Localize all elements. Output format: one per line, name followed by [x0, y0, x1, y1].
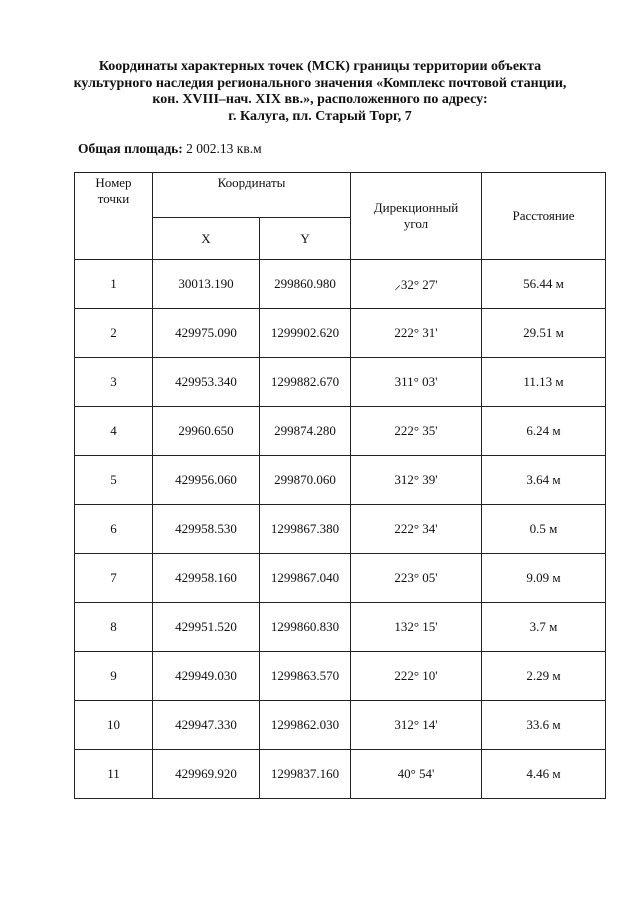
table-row	[75, 358, 606, 407]
table-row	[75, 260, 606, 309]
direction-angle-cell: 312° 14'	[351, 701, 482, 750]
direction-angle-cell: 311° 03'	[351, 358, 482, 407]
coord-y-cell: 1299862.030	[260, 701, 351, 750]
coord-y-cell: 299874.280	[260, 407, 351, 456]
coord-y-cell: 299870.060	[260, 456, 351, 505]
coord-x-cell: 429958.530	[153, 505, 260, 554]
header-distance: Расстояние	[482, 173, 606, 260]
coord-y-cell: 1299902.620	[260, 309, 351, 358]
distance-cell: 29.51 м	[482, 309, 606, 358]
point-number-cell: 5	[75, 456, 153, 505]
distance-cell: 0.5 м	[482, 505, 606, 554]
point-number-cell: 1	[75, 260, 153, 309]
point-number-cell: 3	[75, 358, 153, 407]
point-number-cell: 4	[75, 407, 153, 456]
coord-x-cell: 429975.090	[153, 309, 260, 358]
header-coordinates: Координаты	[153, 173, 351, 218]
coord-x-cell: 29960.650	[153, 407, 260, 456]
coord-y-cell: 1299860.830	[260, 603, 351, 652]
direction-angle-cell: 132° 15'	[351, 603, 482, 652]
coord-x-cell: 429951.520	[153, 603, 260, 652]
distance-cell: 3.7 м	[482, 603, 606, 652]
header-x: X	[153, 218, 260, 260]
total-area-value: 2 002.13 кв.м	[186, 141, 262, 156]
header-direction-angle: Дирекционный угол	[351, 173, 482, 260]
coord-x-cell: 429958.160	[153, 554, 260, 603]
title-line-2: культурного наследия регионального значения «Комплекс почтовой станции,	[73, 75, 567, 91]
distance-cell: 56.44 м	[482, 260, 606, 309]
title-line-4: г. Калуга, пл. Старый Торг, 7	[228, 108, 412, 124]
coord-y-cell: 1299867.040	[260, 554, 351, 603]
coord-x-cell: 429969.920	[153, 750, 260, 799]
point-number-cell: 9	[75, 652, 153, 701]
point-number-cell: 11	[75, 750, 153, 799]
direction-angle-cell: 222° 10'	[351, 652, 482, 701]
direction-angle-cell: 312° 39'	[351, 456, 482, 505]
point-number-cell: 8	[75, 603, 153, 652]
table-header-row	[75, 173, 606, 218]
table-row	[75, 554, 606, 603]
point-number-cell: 6	[75, 505, 153, 554]
coord-x-cell: 429947.330	[153, 701, 260, 750]
coord-y-cell: 299860.980	[260, 260, 351, 309]
header-point-number: Номер точки	[75, 173, 153, 260]
coord-x-cell: 429949.030	[153, 652, 260, 701]
point-number-cell: 10	[75, 701, 153, 750]
total-area-label: Общая площадь:	[78, 141, 183, 156]
distance-cell: 4.46 м	[482, 750, 606, 799]
direction-angle-cell: 222° 34'	[351, 505, 482, 554]
table-row	[75, 407, 606, 456]
point-number-cell: 2	[75, 309, 153, 358]
title-line-1: Координаты характерных точек (МСК) границы территории объекта	[98, 59, 542, 74]
coord-y-cell: 1299837.160	[260, 750, 351, 799]
table-row	[75, 701, 606, 750]
distance-cell: 3.64 м	[482, 456, 606, 505]
coord-x-cell: 429953.340	[153, 358, 260, 407]
coord-y-cell: 1299867.380	[260, 505, 351, 554]
table-row	[75, 505, 606, 554]
table-row	[75, 309, 606, 358]
coord-x-cell: 429956.060	[153, 456, 260, 505]
total-area	[78, 141, 262, 157]
document-title	[60, 59, 580, 125]
header-y: Y	[260, 218, 351, 260]
distance-cell: 11.13 м	[482, 358, 606, 407]
direction-angle-cell: 222° 31'	[351, 309, 482, 358]
coord-y-cell: 1299863.570	[260, 652, 351, 701]
coordinates-table	[74, 172, 606, 799]
distance-cell: 9.09 м	[482, 554, 606, 603]
distance-cell: 33.6 м	[482, 701, 606, 750]
table-row	[75, 456, 606, 505]
distance-cell: 2.29 м	[482, 652, 606, 701]
coord-y-cell: 1299882.670	[260, 358, 351, 407]
direction-angle-cell: 40° 54'	[351, 750, 482, 799]
point-number-cell: 7	[75, 554, 153, 603]
direction-angle-cell: 223° 05'	[351, 554, 482, 603]
table-row	[75, 750, 606, 799]
table-row	[75, 603, 606, 652]
table-row	[75, 652, 606, 701]
coord-x-cell: 30013.190	[153, 260, 260, 309]
distance-cell: 6.24 м	[482, 407, 606, 456]
direction-angle-cell: ⸝32° 27'	[351, 260, 482, 309]
title-line-3: кон. XVIII–нач. XIX вв.», расположенного по адресу:	[152, 92, 488, 107]
direction-angle-cell: 222° 35'	[351, 407, 482, 456]
